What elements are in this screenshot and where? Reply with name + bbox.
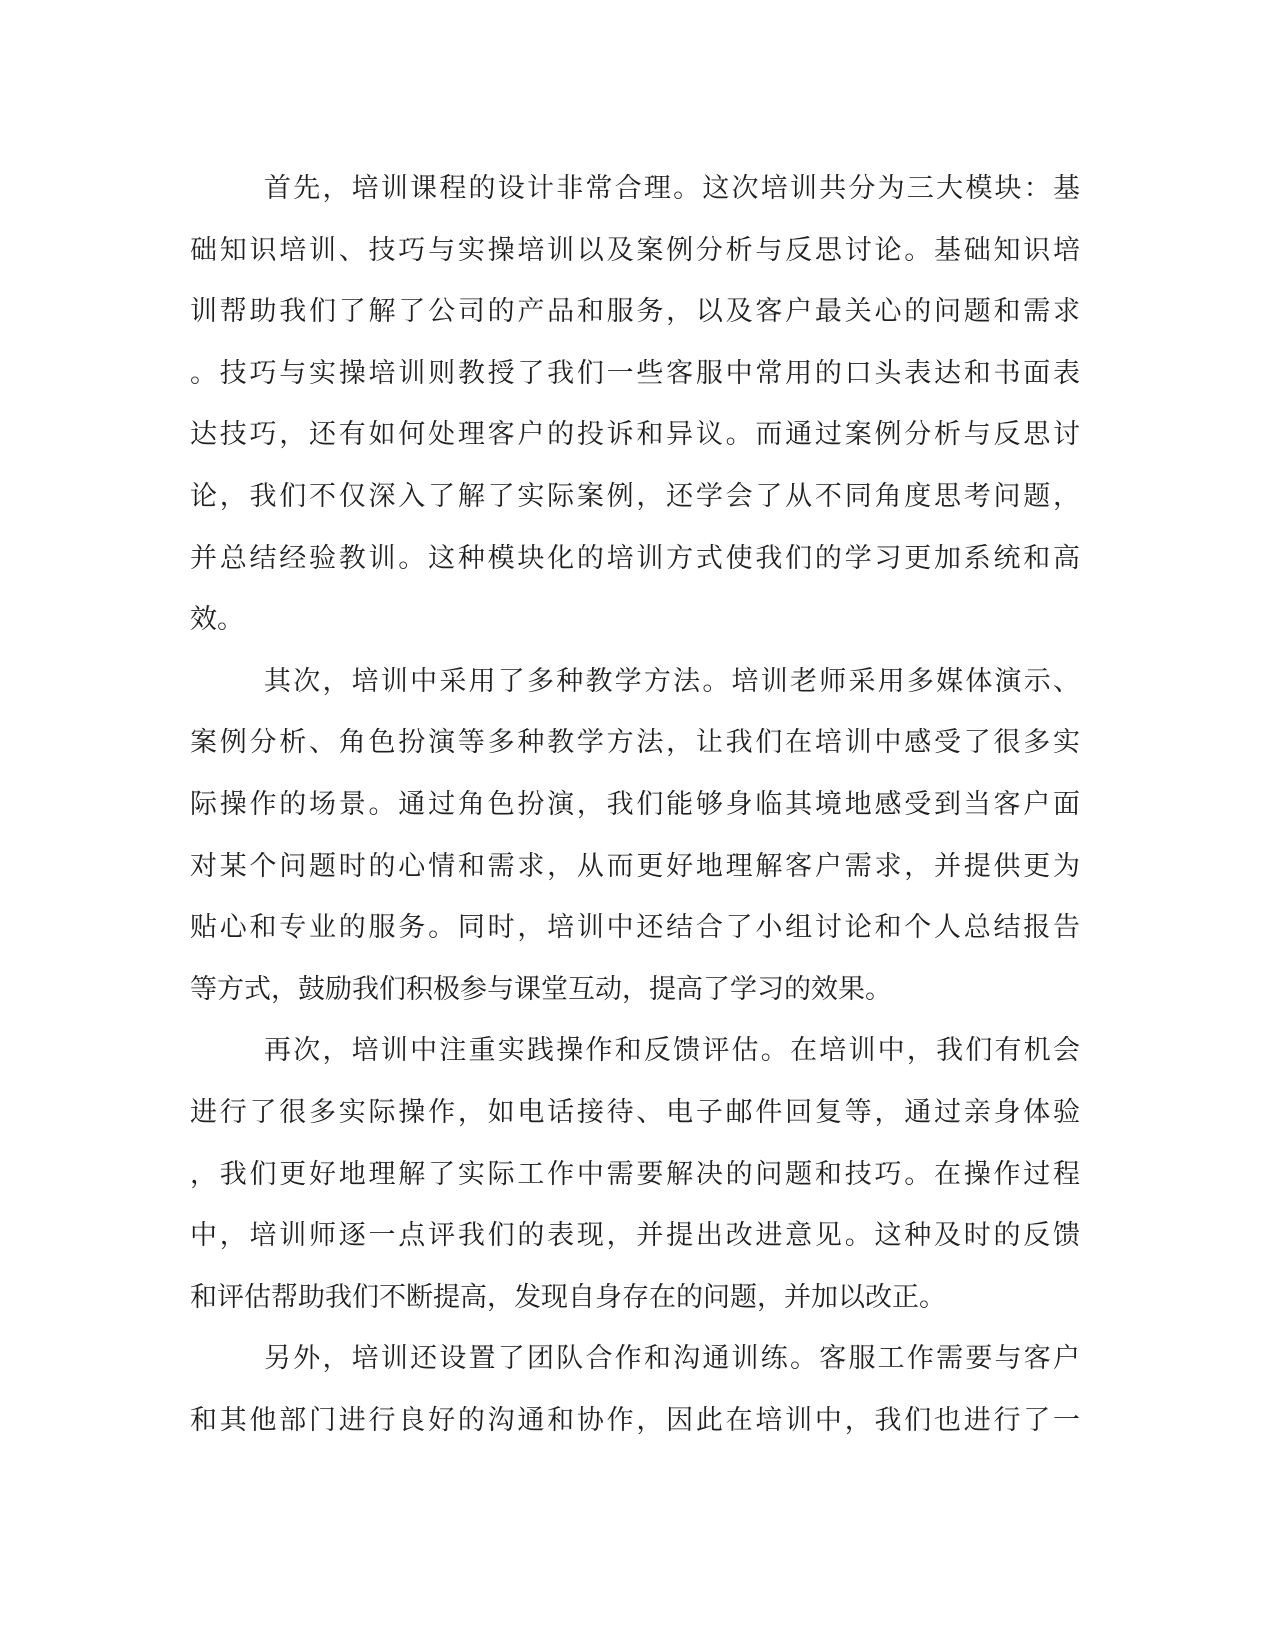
paragraph-1 [190, 158, 1080, 651]
paragraph-line: 和其他部门进行良好的沟通和协作，因此在培训中，我们也进行了一 [190, 1404, 1080, 1436]
paragraph-line: 首先，培训课程的设计非常合理。这次培训共分为三大模块：基 [264, 173, 1080, 204]
paragraph-line: 其次，培训中采用了多种教学方法。培训老师采用多媒体演示、 [264, 665, 1080, 697]
paragraph-line: 和评估帮助我们不断提高，发现自身存在的问题，并加以改正。 [190, 1281, 946, 1313]
paragraph-2 [190, 651, 1080, 1021]
document-body [190, 158, 1080, 1451]
paragraph-line: 并总结经验教训。这种模块化的培训方式使我们的学习更加系统和高 [190, 542, 1080, 574]
paragraph-line: 对某个问题时的心情和需求，从而更好地理解客户需求，并提供更为 [190, 850, 1080, 882]
paragraph-line: 论，我们不仅深入了解了实际案例，还学会了从不同角度思考问题， [190, 480, 1080, 512]
paragraph-line: 达技巧，还有如何处理客户的投诉和异议。而通过案例分析与反思讨 [190, 419, 1080, 451]
paragraph-line: 案例分析、角色扮演等多种教学方法，让我们在培训中感受了很多实 [190, 727, 1080, 759]
paragraph-line: 中，培训师逐一点评我们的表现，并提出改进意见。这种及时的反馈 [190, 1220, 1080, 1252]
paragraph-3 [190, 1020, 1080, 1328]
paragraph-line: 贴心和专业的服务。同时，培训中还结合了小组讨论和个人总结报告 [190, 912, 1080, 944]
paragraph-line: 础知识培训、技巧与实操培训以及案例分析与反思讨论。基础知识培 [190, 234, 1080, 266]
paragraph-line: 等方式，鼓励我们积极参与课堂互动，提高了学习的效果。 [190, 973, 892, 1005]
paragraph-line: 再次，培训中注重实践操作和反馈评估。在培训中，我们有机会 [264, 1035, 1080, 1067]
paragraph-line: 另外，培训还设置了团队合作和沟通训练。客服工作需要与客户 [264, 1343, 1080, 1375]
paragraph-line: 进行了很多实际操作，如电话接待、电子邮件回复等，通过亲身体验 [190, 1096, 1080, 1128]
paragraph-line: 训帮助我们了解了公司的产品和服务，以及客户最关心的问题和需求 [190, 296, 1080, 328]
paragraph-line: ，我们更好地理解了实际工作中需要解决的问题和技巧。在操作过程 [190, 1158, 1080, 1190]
paragraph-line: 效。 [190, 604, 244, 636]
paragraph-line: 际操作的场景。通过角色扮演，我们能够身临其境地感受到当客户面 [190, 788, 1080, 820]
paragraph-line: 。技巧与实操培训则教授了我们一些客服中常用的口头表达和书面表 [190, 357, 1080, 389]
paragraph-4 [190, 1328, 1080, 1451]
